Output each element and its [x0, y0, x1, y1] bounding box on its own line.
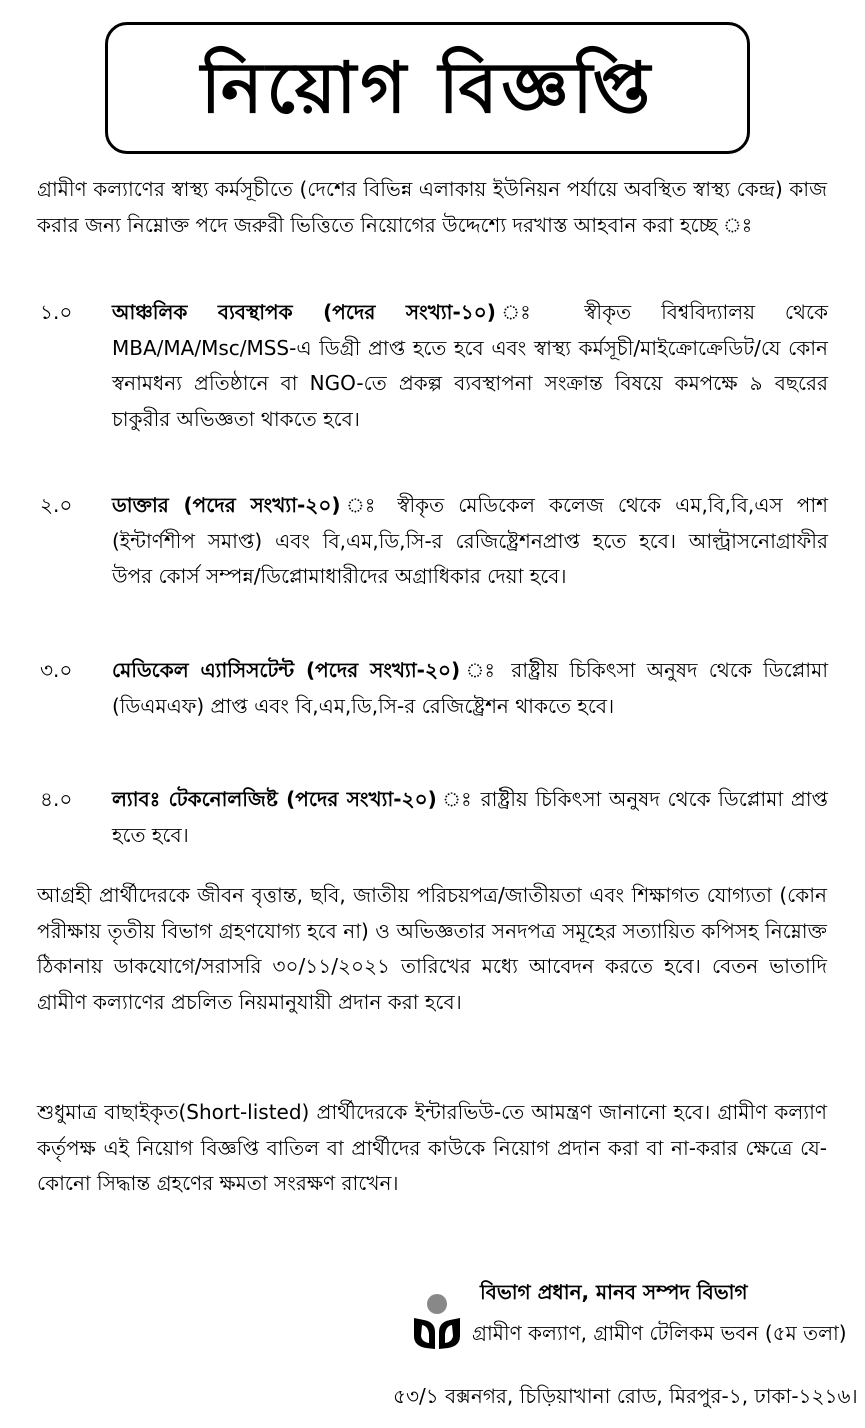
position-body [112, 782, 828, 853]
position-item [0, 653, 865, 763]
interview-paragraph: শুধুমাত্র বাছাইকৃত(Short-listed) প্রার্থীদেরকে ইন্টারভিউ-তে আমন্ত্রণ জানানো হবে। গ্রামীণ কল্যাণ কর্তৃপক্ষ এই নিয়োগ বিজ্ঞপ্তি বাতিল বা প্রার্থীদের কাউকে নিয়োগ প্রদান করা বা না-করার ক্ষেত্রে যে-কোনো সিদ্ধান্ত গ্রহণের ক্ষমতা সংরক্ষণ রাখেন। [37, 1100, 827, 1195]
position-number: ১.০ [40, 300, 73, 324]
application-paragraph: আগ্রহী প্রার্থীদেরকে জীবন বৃত্তান্ত, ছবি, জাতীয় পরিচয়পত্র/জাতীয়তা এবং শিক্ষাগত যোগ্যতা (কোন পরীক্ষায় তৃতীয় বিভাগ গ্রহণযোগ্য হবে না) ও অভিজ্ঞতার সনদপত্র সমূহের সত্যায়িত কপিসহ নিম্নোক্ত ঠিকানায় ডাকযোগে/সরাসরি ৩০/১১/২০২১ তারিখের মধ্যে আবেদন করতে হবে। বেতন ভাতাদি গ্রামীণ কল্যাণের প্রচলিত নিয়মানুযায়ী প্রদান করা হবে। [37, 883, 827, 1014]
position-details: ঃ স্বীকৃত বিশ্ববিদ্যালয় থেকে MBA/MA/Msc/MSS-এ ডিগ্রী প্রাপ্ত হতে হবে এবং স্বাস্থ্য কর্মসূচী/মাইক্রোক্রেডিট/যে কোন স্বনামধন্য প্রতিষ্ঠানে বা NGO-তে প্রকল্প ব্যবস্থাপনা সংক্রান্ত বিষয়ে কমপক্ষে ৯ বছরের চাকুরীর অভিজ্ঞতা থাকতে হবে। [112, 300, 828, 431]
position-details: ঃ রাষ্ট্রীয় চিকিৎসা অনুষদ থেকে ডিপ্লোমা প্রাপ্ত হতে হবে। [112, 787, 828, 847]
address-line-2: ৫৩/১ বক্সনগর, চিড়িয়াখানা রোড, মিরপুর-১, ঢাকা-১২১৬। [393, 1384, 858, 1408]
position-heading: আঞ্চলিক ব্যবস্থাপক (পদের সংখ্যা-১০) [112, 300, 496, 324]
organization-logo-icon [408, 1292, 466, 1352]
notice-title: নিয়োগ বিজ্ঞপ্তি [200, 47, 655, 129]
position-item [0, 488, 865, 648]
position-body [112, 295, 828, 437]
signatory-title: বিভাগ প্রধান, মানব সম্পদ বিভাগ [480, 1280, 748, 1304]
address-line-1: গ্রামীণ কল্যাণ, গ্রামীণ টেলিকম ভবন (৫ম তলা) [472, 1321, 847, 1345]
position-details: ঃ স্বীকৃত মেডিকেল কলেজ থেকে এম,বি,বি,এস পাশ (ইন্টার্ণশীপ সমাপ্ত) এবং বি,এম,ডি,সি-র রেজিষ্ট্রেশনপ্রাপ্ত হতে হবে। আল্ট্রাসনোগ্রাফীর উপর কোর্স সম্পন্ন/ডিপ্লোমাধারীদের অগ্রাধিকার দেয়া হবে। [112, 493, 828, 588]
position-details: ঃ রাষ্ট্রীয় চিকিৎসা অনুষদ থেকে ডিপ্লোমা (ডিএমএফ) প্রাপ্ত এবং বি,এম,ডি,সি-র রেজিষ্ট্রেশন থাকতে হবে। [112, 658, 828, 718]
position-body [112, 488, 828, 595]
position-number: ২.০ [40, 493, 73, 517]
position-heading: ডাক্তার (পদের সংখ্যা-২০) [112, 493, 341, 517]
position-heading: ল্যাবঃ টেকনোলজিষ্ট (পদের সংখ্যা-২০) [112, 787, 437, 811]
position-heading: মেডিকেল এ্যাসিসটেন্ট (পদের সংখ্যা-২০) [112, 658, 461, 682]
title-frame [105, 22, 750, 154]
position-item [0, 295, 865, 485]
position-item [0, 782, 865, 862]
position-body [112, 653, 828, 724]
intro-paragraph: গ্রামীণ কল্যাণের স্বাস্থ্য কর্মসূচীতে (দেশের বিভিন্ন এলাকায় ইউনিয়ন পর্যায়ে অবস্থিত স্বাস্থ্য কেন্দ্র) কাজ করার জন্য নিম্নোক্ত পদে জরুরী ভিত্তিতে নিয়োগের উদ্দেশ্যে দরখাস্ত আহবান করা হচ্ছে ঃ [37, 177, 827, 237]
position-number: ৪.০ [40, 787, 73, 811]
position-number: ৩.০ [40, 658, 73, 682]
